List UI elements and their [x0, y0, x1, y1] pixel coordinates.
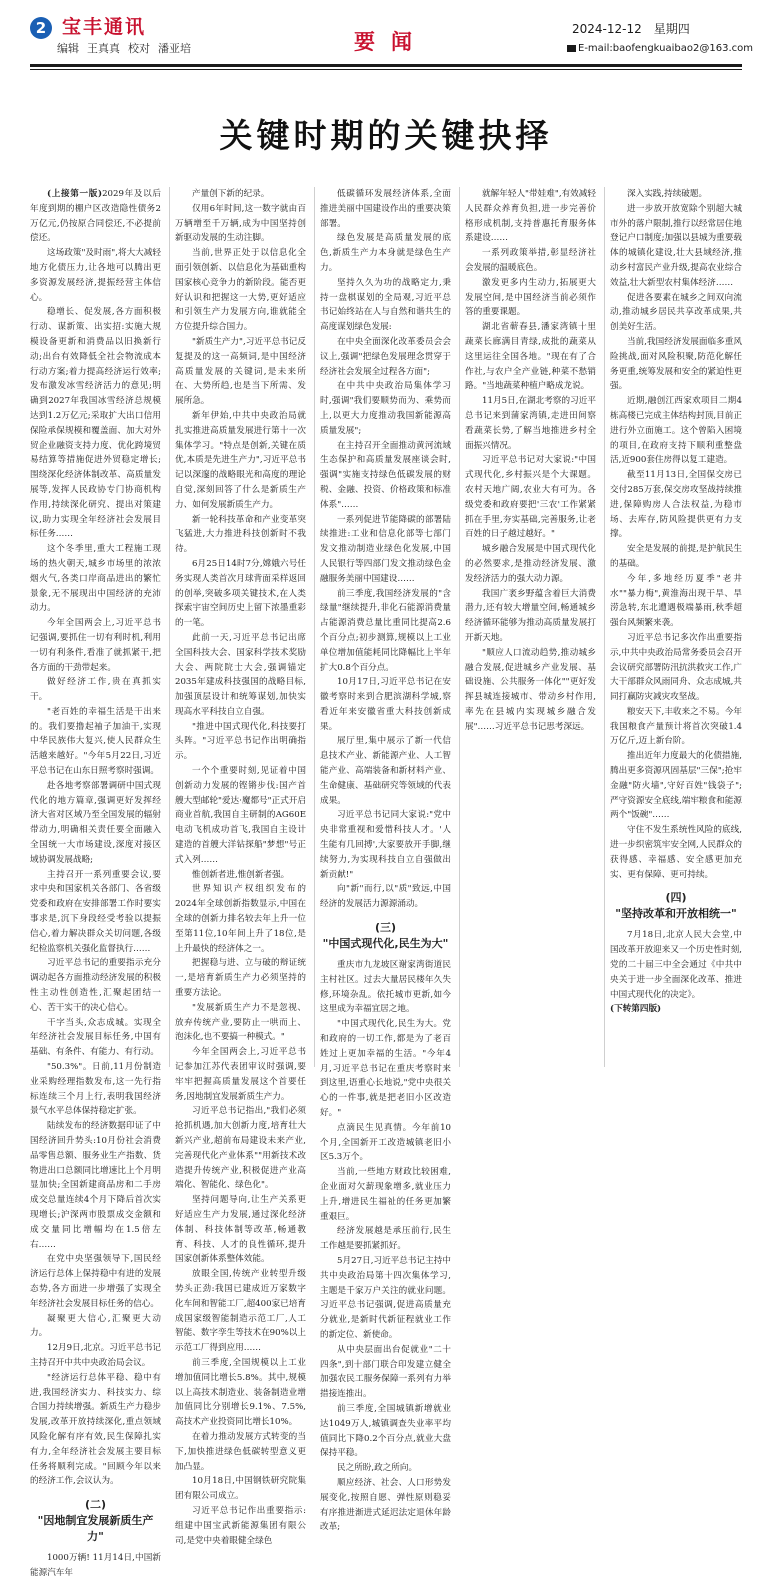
article-paragraph: 陆续发布的经济数据印证了中国经济回升势头:10月份社会消费品零售总额、服务业生产指数、货物进出口总额同比增速比上个月明显加快;全国新建商品房和二手房成交总量连续4个月下降后首次实现增长;沪深两市股票成交金额和成交量同比增幅均在1.5倍左右……: [30, 1121, 161, 1250]
article-paragraph: 产量创下新的纪录。: [192, 189, 270, 199]
article-paragraph: 在着力推动发展方式转变的当下,加快推进绿色低碳转型意义更加凸显。: [175, 1431, 306, 1472]
article-paragraph: 当前,一些地方财政比较困难,企业面对欠薪现象增多,就业压力上升,增进民生福祉的任务更加繁重艰巨。: [320, 1167, 451, 1222]
article-paragraph: 前三季度,我国经济发展的"含绿量"继续提升,非化石能源消费量占能源消费总量比重同比提高2.6个百分点;初步测算,规模以上工业单位增加值能耗同比降幅比上半年扩大0.8个百分点。: [320, 588, 451, 673]
article-paragraph: 12月9日,北京。习近平总书记主持召开中共中央政治局会议。: [30, 1343, 161, 1368]
article-paragraph: 城乡融合发展是中国式现代化的必然要求,是推动经济发展、激发经济活力的强大动力源。: [465, 544, 596, 584]
article-paragraph: "老百姓的幸福生活是干出来的。我们要撸起袖子加油干,实现中华民族伟大复兴,使人民群众生活越来越好。"今年5月22日,习近平总书记在山东日照考察时强调。: [30, 706, 161, 777]
weekday-text: 星期四: [653, 22, 690, 36]
date-text: 2024-12-12: [572, 22, 642, 36]
article-paragraph: 今年全国两会上,习近平总书记参加江苏代表团审议时强调,要牢牢把握高质量发展这个首要任务,因地制宜发展新质生产力。: [175, 1047, 306, 1102]
column-divider: [459, 187, 460, 1067]
mail-icon: [567, 45, 576, 52]
proof-label: 校对: [128, 42, 150, 55]
editor-label: 编辑: [57, 42, 79, 55]
article-paragraph: 当前,世界正处于以信息化全面引领创新、以信息化为基础重构国家核心竞争力的新阶段。能否更好认识和把握这一大势,更好适应和引领生产力发展方向,谁就能全方位提升综合国力。: [175, 248, 306, 333]
article-paragraph: 仅用6年时间,这一数字就由百万辆增至千万辆,成为中国坚持创新驱动发展的生动注脚。: [175, 203, 306, 244]
article-paragraph: 做好经济工作,贵在真抓实干。: [30, 677, 161, 703]
article-paragraph: 守住不发生系统性风险的底线,进一步织密筑牢安全网,人民群众的获得感、幸福感、安全感更加充实、更有保障、更可持续。: [610, 825, 742, 880]
article-column-4: [465, 187, 596, 1087]
section-4-title: "坚持改革和开放相统一": [615, 907, 737, 921]
article-paragraph: 新一轮科技革命和产业变革突飞猛进,大力推进科技创新时不我待。: [175, 514, 306, 555]
email-text: E-mail:baofengkuaibao2@163.com: [578, 43, 753, 54]
article-paragraph: 今年,多地经历夏季"老井水""暴力梅",黄淮海出现干旱、旱涝急转,东北遭遇极端暴雨,秋季超强台风频繁来袭。: [610, 573, 742, 629]
article-paragraph: 一系列促进节能降碳的部署陆续推进:工业和信息化部等七部门发文推动制造业绿色化发展,中国人民银行等四部门发文推动绿色金融服务美丽中国建设……: [320, 514, 451, 584]
article-paragraph: 6月25日14时7分,嫦娥六号任务实现人类首次月球背面采样返回的创举,突破多项关键技术,在人类探索宇宙空间历史上留下浓墨重彩的一笔。: [175, 558, 306, 629]
article-paragraph: 新年伊始,中共中央政治局就扎实推进高质量发展进行第十一次集体学习。"特点是创新,关键在质优,本质是先进生产力",习近平总书记以深邃的战略眼光和高度的理论自觉,深刻回答了什么是新质生产力、如何发展新质生产力。: [175, 410, 306, 510]
header-divider: [30, 64, 742, 67]
article-paragraph: 激发更多内生动力,拓展更大发展空间,是中国经济当前必须作答的重要课题。: [465, 277, 596, 318]
article-paragraph: 粮安天下,丰收来之不易。今年我国粮食产量预计将首次突破1.4万亿斤,迈上新台阶。: [610, 706, 742, 747]
col4-paragraphs: [465, 187, 596, 734]
col3b-paragraphs: [320, 958, 451, 1535]
header-divider-thin: [30, 69, 742, 70]
section-3-title: "中国式现代化,民生为大": [322, 937, 449, 951]
article-column-2: [175, 187, 306, 1546]
proof-name: 潘亚培: [158, 42, 191, 55]
article-paragraph: 10月17日,习近平总书记在安徽考察时来到合肥滨湖科学城,察看近年来安徽省重大科技创新成果。: [320, 677, 451, 732]
article-column-3: [320, 187, 451, 1533]
article-paragraph: 促进各要素在城乡之间双向流动,推动城乡居民共享改革成果,共创美好生活。: [610, 292, 742, 333]
column-divider: [169, 187, 170, 1067]
article-paragraph: (上接第一版)2029年及以后年度到期的棚户区改造隐性债务2万亿元,仍按原合同偿还,不必提前偿还。: [30, 189, 161, 244]
article-paragraph: "中国式现代化,民生为大。党和政府的一切工作,都是为了老百姓过上更加幸福的生活。"今年4月,习近平总书记在重庆考察时来到这里,语重心长地说,"党中央很关心的一件事,就是把老旧小区改造好。": [320, 1019, 451, 1119]
article-paragraph: 我国广袤乡野蕴含着巨大消费潜力,还有较大增量空间,畅通城乡经济循环能够为推动高质量发展打开新天地。: [465, 588, 596, 643]
article-paragraph: 凝聚更大信心,汇聚更大动力。: [30, 1313, 161, 1339]
article-paragraph: 习近平总书记作出重要指示:组建中国宝武新能源集团有限公司,是党中央着眼健全绿色: [175, 1505, 306, 1546]
article-paragraph: 安全是发展的前提,是护航民生的基础。: [610, 544, 742, 569]
article-paragraph: 赴各地考察部署调研中国式现代化的地方篇章,强调更好发挥经济大省对区域乃至全国发展的辐射带动力,明确相关责任要全面融入全国统一大市场建设,深度对接区域协调发展战略;: [30, 780, 161, 865]
article-paragraph: 顺应经济、社会、人口形势发展变化,按照自愿、弹性原则稳妥有序推进渐进式延迟法定退休年龄改革;: [320, 1477, 451, 1533]
article-paragraph: "经济运行总体平稳、稳中有进,我国经济实力、科技实力、综合国力持续增强。新质生产力稳步发展,改革开放持续深化,重点领域风险化解有序有效,民生保障扎实有力,全年经济社会发展主要目标任务将顺利完成。"回顾今年以来的经济工作,会议认为。: [30, 1372, 161, 1487]
article-paragraph: 惟创新者进,惟创新者强。: [192, 869, 290, 880]
article-paragraph: 此前一天,习近平总书记出席全国科技大会、国家科学技术奖励大会、两院院士大会,强调锚定2035年建成科技强国的战略目标,加强顶层设计和统筹谋划,加快实现高水平科技自立自强。: [175, 632, 306, 717]
article-paragraph: 向"新"而行,以"质"致远,中国经济的发展活力源源涌动。: [320, 884, 451, 910]
article-paragraph: 前三季度,全国城镇新增就业达1049万人,城镇调查失业率平均值同比下降0.2个百分点,就业大盘保持平稳。: [320, 1403, 451, 1459]
issue-date: [572, 20, 702, 37]
article-paragraph: 经济发展越是承压前行,民生工作越是要抓紧抓好。: [320, 1226, 451, 1252]
article-paragraph: 近期,融创江西家欢项目二期4栋高楼已完成主体结构封顶,目前正进行外立面施工。这个曾陷入困境的项目,在政府支持下顺利重整盘活,近900套住房得以复工建造。: [610, 396, 742, 466]
col1-tail-paragraph: 1000万辆! 11月14日,中国新能源汽车年: [30, 1553, 161, 1578]
article-paragraph: 10月18日,中国钢铁研究院集团有限公司成立。: [175, 1476, 306, 1502]
article-paragraph: 这个冬季里,重大工程施工现场的热火朝天,城乡市场里的浓浓烟火气,各类口岸商品进出的繁忙景象,无不展现出中国经济的充沛动力。: [30, 544, 161, 614]
article-column-5: [610, 187, 742, 1087]
col1-paragraphs: [30, 187, 161, 1489]
article-paragraph: 习近平总书记指出,"我们必须抢抓机遇,加大创新力度,培育壮大新兴产业,超前布局建设未来产业,完善现代化产业体系""用新技术改造提升传统产业,积极促进产业高端化、智能化、绿色化"。: [175, 1106, 306, 1191]
article-paragraph: 把握稳与进、立与破的辩证统一,是培育新质生产力必须坚持的重要方法论。: [175, 958, 306, 999]
article-column-1: [30, 187, 161, 1578]
article-paragraph: 习近平总书记的重要指示充分调动起各方面推动经济发展的积极性主动性创造性,汇聚起团结一心、苦干实干的决心信心。: [30, 958, 161, 1013]
article-paragraph: 这场政策"及时雨",将大大减轻地方化债压力,让各地可以腾出更多资源发展经济,提振经营主体信心。: [30, 248, 161, 303]
article-paragraph: 坚持问题导向,让生产关系更好适应生产力发展,通过深化经济体制、科技体制等改革,畅通教育、科技、人才的良性循环,提升国家创新体系整体效能。: [175, 1195, 306, 1265]
article-paragraph: "50.3%"。日前,11月份制造业采购经理指数发布,这一先行指标连续三个月上行,表明我国经济景气水平总体保持稳定扩张。: [30, 1062, 161, 1117]
editor-credits: [57, 40, 199, 56]
column-divider: [314, 187, 315, 1067]
continued-notice: (下转第四版): [610, 1004, 662, 1015]
article-paragraph: 展厅里,集中展示了新一代信息技术产业、新能源产业、人工智能产业、高端装备和新材料产业、生命健康、基础研究等领域的代表成果。: [320, 736, 451, 806]
editor-name: 王真真: [87, 42, 120, 55]
article-paragraph: "发展新质生产力不是忽视、放弃传统产业,要防止一哄而上、泡沫化,也不要搞一种模式。": [175, 1002, 306, 1043]
article-paragraph: 坚持久久为功的战略定力,秉持一盘棋谋划的全局观,习近平总书记始终站在人与自然和谐共生的高度谋划绿色发展:: [320, 277, 451, 333]
article-paragraph: 重庆市九龙坡区谢家湾街道民主村社区。过去大量居民楼年久失修,环境杂乱。依托城市更新,如今这里成为幸福宜居之地。: [320, 960, 451, 1015]
section-2-number: (二): [84, 1498, 107, 1512]
col3-paragraphs: [320, 187, 451, 912]
contact-email: [567, 43, 753, 54]
col5-tail-paragraph: 7月18日,北京人民大会堂,中国改革开放迎来又一个历史性时刻,党的二十届三中全会通过《中共中央关于进一步全面深化改革、推进中国式现代化的决定》。: [610, 930, 742, 1000]
article-paragraph: 在主持召开全面推动黄河流域生态保护和高质量发展座谈会时,强调"实施支持绿色低碳发展的财税、金融、投资、价格政策和标准体系"……: [320, 440, 451, 510]
section-title: 要闻: [354, 30, 428, 54]
article-paragraph: 截至11月13日,全国保交房已交付285万套,保交房攻坚战持续推进,保障购房人合法权益,为稳市场、去库存,防风险提供更有力支撑。: [610, 470, 742, 540]
article-paragraph: "新质生产力",习近平总书记反复提及的这一高频词,是中国经济高质量发展的关键词,是未来所在、大势所趋,也是当下所需、发展所急。: [175, 336, 306, 407]
article-paragraph: 今年全国两会上,习近平总书记强调,要抓住一切有利时机,利用一切有利条件,看准了就抓紧干,把各方面的干劲带起来。: [30, 618, 161, 673]
article-paragraph: 就解年轻人"带娃难",有效减轻人民群众养育负担,进一步完善价格形成机制,支持普惠托育服务体系建设……: [465, 189, 596, 244]
paper-name-logo: 宝丰通讯: [62, 16, 147, 38]
article-paragraph: 湖北省蕲春县,潘家湾镇十里蔬菜长廊满目青绿,成批的蔬菜从这里运往全国各地。"现在有了合作社,与农户全产业链,种菜不愁销路。"当地蔬菜种植户略成龙说。: [465, 322, 596, 392]
article-paragraph: 干字当头,众志成城。实现全年经济社会发展目标任务,中国有基础、有条件、有能力、有行动。: [30, 1017, 161, 1058]
section-3-number: (三): [374, 921, 397, 935]
page-number-badge: 2: [30, 17, 52, 39]
article-paragraph: 民之所盼,政之所向。: [337, 1463, 418, 1474]
article-paragraph: 在中央全面深化改革委员会会议上,强调"把绿色发展理念贯穿于经济社会发展全过程各方面";: [320, 336, 451, 377]
section-4-number: (四): [665, 891, 687, 905]
col2-paragraphs: [175, 187, 306, 1548]
article-paragraph: 世界知识产权组织发布的2024年全球创新指数显示,中国在全球的创新力排名较去年上升一位至第11位,10年间上升了18位,是上升最快的经济体之一。: [175, 884, 306, 954]
article-paragraph: 放眼全国,传统产业转型升级势头正劲:我国已建成近万家数字化车间和智能工厂,超400家已培育成国家级智能制造示范工厂,人工智能、数字孪生等技术在90%以上示范工厂得到应用……: [175, 1269, 306, 1354]
article-paragraph: 习近平总书记同大家说:"党中央非常重视和爱惜科技人才。'人生能有几回搏',大家要放开手脚,继续努力,为实现科技自立自强做出新贡献!": [320, 810, 451, 880]
article-headline: 关键时期的关键抉择: [219, 116, 553, 155]
article-paragraph: "推进中国式现代化,科技要打头阵。"习近平总书记作出明确指示。: [175, 721, 306, 762]
article-paragraph: 从中央层面出台促就业"二十四条",到十部门联合印发建立健全加强农民工服务保障一系列有力举措接连推出。: [320, 1344, 451, 1400]
article-paragraph: 一个个重要时刻,见证着中国创新动力发展的铿锵步伐:国产首艘大型邮轮"爱达·魔都号"正式开启商业首航,我国自主研制的AG60E电动飞机成功首飞,我国自主设计建造的首艘大洋钻探船"梦想"号正式入列……: [175, 766, 306, 865]
article-paragraph: 习近平总书记对大家说:"中国式现代化,乡村振兴是个大课题。农村天地广阔,农业大有可为。各级党委和政府要把'三农'工作紧紧抓在手里,夯实基础,完善服务,让老百姓的日子越过越好。": [465, 455, 596, 540]
article-paragraph: 主持召开一系列重要会议,要求中央和国家机关各部门、各省级党委和政府在安排部署工作时要实事求是,沉下身段经受考验以提振信心,着力解决群众关切问题,各级纪检监察机关强化监督执行……: [30, 869, 161, 954]
article-paragraph: 5月27日,习近平总书记主持中共中央政治局第十四次集体学习,主题是千家万户关注的就业问题。习近平总书记强调,促进高质量充分就业,是新时代新征程就业工作的新定位、新使命。: [320, 1255, 451, 1340]
article-paragraph: 在中共中央政治局集体学习时,强调"我们要顺势而为、乘势而上,以更大力度推动我国新能源高质量发展";: [320, 381, 451, 436]
article-paragraph: 推出近年力度最大的化债措施,腾出更多资源巩固基层"三保";抢牢金融"防火墙",守好百姓"钱袋子";严守资源安全底线,端牢粮食和能源两个"饭碗"……: [610, 751, 742, 821]
column-divider: [604, 187, 605, 1067]
article-paragraph: 点滴民生见真情。今年前10个月,全国新开工改造城镇老旧小区5.3万个。: [320, 1122, 451, 1163]
article-paragraph: 习近平总书记多次作出重要指示,中共中央政治局常务委员会召开会议研究部署防汛抗洪救灾工作,广大干部群众风雨同舟、众志成城,共同打赢防灾减灾攻坚战。: [610, 632, 742, 703]
section-2-title: "因地制宜发展新质生产力": [37, 1514, 154, 1544]
col5-paragraphs: [610, 187, 742, 882]
article-paragraph: 低碳循环发展经济体系,全面推进美丽中国建设作出的重要决策部署。: [320, 189, 451, 229]
article-paragraph: 在党中央坚强领导下,国民经济运行总体上保持稳中有进的发展态势,各方面进一步增强了实现全年经济社会发展目标任务的信心。: [30, 1254, 161, 1309]
article-paragraph: 稳增长、促发展,各方面积极行动、谋新策、出实招:实施大规模设备更新和消费品以旧换新行动;出台有效降低全社会物流成本行动方案;着力提高经济运行效率;发布激发冰雪经济活力的意见;明确到2027年我国冰雪经济总规模达到1.2万亿元;采取扩大出口信用保险承保规模和覆盖面、加大对外贸企业融资支持力度、优化跨境贸易结算等措施促进外贸稳定增长;围绕深化经济体制改革、高质量发展等,发挥人民政协专门协商机构作用,持续深化研究、提出对策建议,助力实现全年经济社会发展目标任务……: [30, 307, 161, 540]
article-paragraph: 进一步放开放宽除个别超大城市外的落户限制,推行以经常居住地登记户口制度;加强以县城为重要载体的城镇化建设,壮大县域经济,推动乡村富民产业升级,提高农业综合效益,壮大新型农村集体经济……: [610, 203, 742, 288]
article-paragraph: 前三季度,全国规模以上工业增加值同比增长5.8%。其中,规模以上高技术制造业、装备制造业增加值同比分别增长9.1%、7.5%,高技术产业投资同比增长10%。: [175, 1357, 306, 1428]
article-paragraph: 绿色发展是高质量发展的底色,新质生产力本身就是绿色生产力。: [320, 233, 451, 273]
article-paragraph: 一系列政策举措,彰显经济社会发展的温暖底色。: [465, 248, 596, 273]
article-paragraph: 11月5日,在湖北考察的习近平总书记来到蒲家湾镇,走进田间察看蔬菜长势,了解当地推进乡村全面振兴情况。: [465, 396, 596, 451]
article-paragraph: 当前,我国经济发展面临多重风险挑战,面对风险积聚,防范化解任务更重,统筹发展和安全的紧迫性更强。: [610, 336, 742, 392]
article-paragraph: "顺应人口流动趋势,推动城乡融合发展,促进城乡产业发展、基础设施、公共服务一体化""更好发挥县城连接城市、带动乡村作用,率先在县城内实现城乡融合发展"……习近平总书记思考深远。: [465, 647, 596, 732]
article-paragraph: 深入实践,持续破题。: [627, 189, 708, 199]
